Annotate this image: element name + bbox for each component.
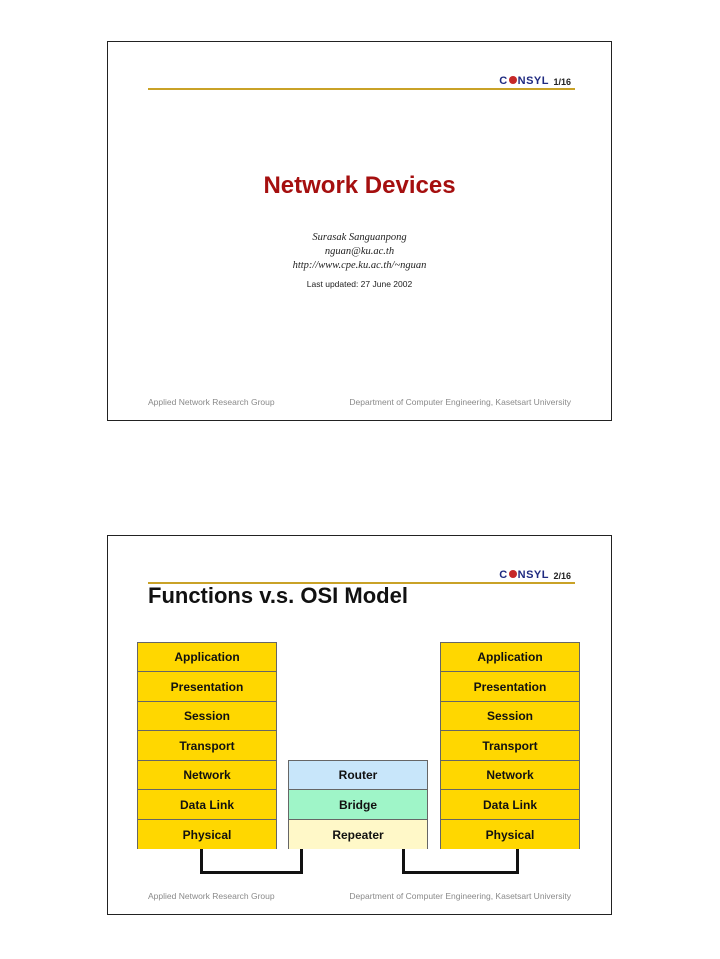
layer-physical: Physical	[138, 820, 276, 849]
device-router: Router	[289, 761, 427, 790]
header-rule	[148, 88, 575, 90]
layer-session: Session	[138, 702, 276, 731]
layer-transport: Transport	[441, 731, 579, 761]
footer-group: Applied Network Research Group	[148, 891, 275, 901]
layer-presentation: Presentation	[138, 672, 276, 702]
layer-presentation: Presentation	[441, 672, 579, 702]
author-url: http://www.cpe.ku.ac.th/~nguan	[292, 260, 427, 271]
layer-application: Application	[441, 643, 579, 672]
right-osi-stack	[440, 642, 580, 849]
device-stack	[288, 760, 428, 849]
layer-application: Application	[138, 643, 276, 672]
last-updated: Last updated: 27 June 2002	[306, 279, 413, 289]
layer-transport: Transport	[138, 731, 276, 761]
device-repeater: Repeater	[289, 820, 427, 849]
author-email: nguan@ku.ac.th	[324, 246, 395, 257]
footer-department: Department of Computer Engineering, Kasetsart University	[349, 891, 571, 901]
wire-right-horizontal	[402, 871, 519, 874]
wire-left-horizontal	[200, 871, 303, 874]
layer-data-link: Data Link	[138, 790, 276, 820]
wire-device-left	[300, 849, 303, 874]
device-bridge: Bridge	[289, 790, 427, 820]
layer-physical: Physical	[441, 820, 579, 849]
layer-network: Network	[138, 761, 276, 790]
slide-2	[107, 535, 612, 915]
page-number: 1/16	[553, 77, 571, 87]
layer-network: Network	[441, 761, 579, 790]
slide-title: Network Devices	[263, 172, 456, 199]
author-name: Surasak Sanguanpong	[312, 232, 407, 243]
slide-title: Functions v.s. OSI Model	[148, 583, 408, 608]
layer-data-link: Data Link	[441, 790, 579, 820]
consyl-logo: C NSYL	[499, 569, 549, 581]
footer-group: Applied Network Research Group	[148, 397, 275, 407]
consyl-logo: C NSYL	[499, 75, 549, 87]
wire-right-down	[516, 849, 519, 874]
footer-department: Department of Computer Engineering, Kasetsart University	[349, 397, 571, 407]
slide-1	[107, 41, 612, 421]
page-number: 2/16	[553, 571, 571, 581]
left-osi-stack	[137, 642, 277, 849]
layer-session: Session	[441, 702, 579, 731]
